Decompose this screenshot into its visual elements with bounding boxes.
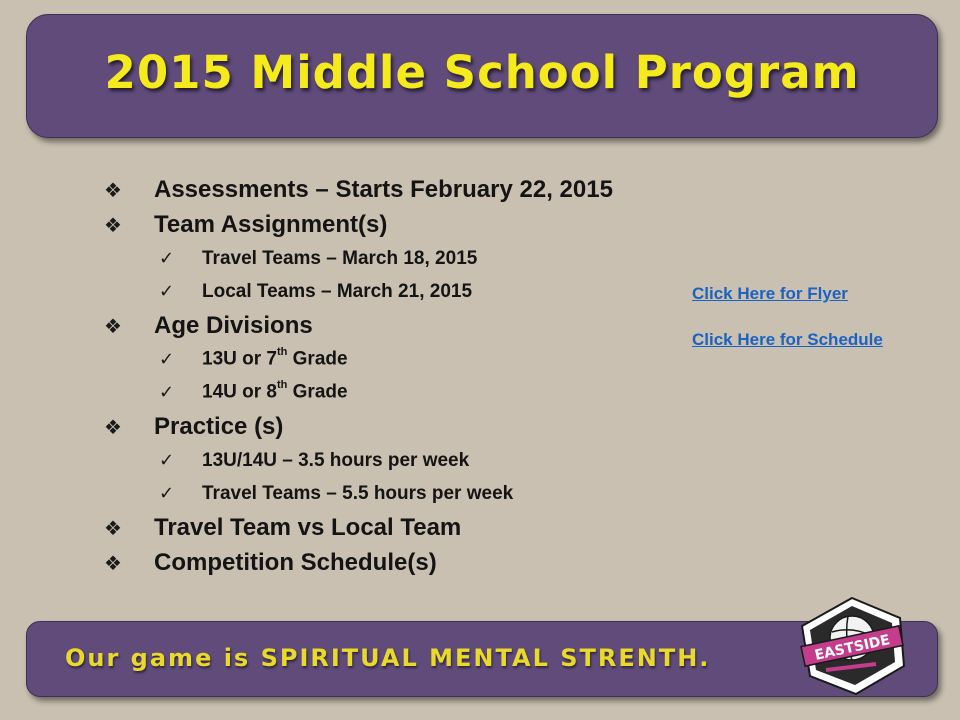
eastside-logo (796, 596, 908, 696)
checkmark-icon: ✓ (159, 483, 175, 504)
list-item-label: Assessments – Starts February 22, 2015 (154, 175, 613, 203)
diamond-bullet-icon: ❖ (104, 313, 122, 338)
ordinal-suffix: th (276, 346, 288, 359)
sub-item (104, 343, 684, 376)
list-item-assessments (104, 172, 684, 207)
sub-item (104, 242, 684, 275)
grade-suffix: Grade (287, 381, 348, 403)
checkmark-icon: ✓ (159, 382, 175, 403)
list-item-team-assignment (104, 207, 684, 242)
sub-item (104, 477, 684, 510)
sub-item-label: Local Teams – March 21, 2015 (202, 280, 473, 302)
diamond-bullet-icon: ❖ (104, 212, 122, 237)
schedule-link[interactable]: Click Here for Schedule (692, 330, 883, 349)
checkmark-icon: ✓ (159, 349, 175, 370)
list-item-label: Practice (s) (154, 412, 284, 440)
logo-text: EASTSIDE (813, 632, 892, 664)
diamond-bullet-icon: ❖ (104, 177, 122, 202)
sub-item-label: Travel Teams – March 18, 2015 (202, 247, 478, 269)
sub-item-label: 13U/14U – 3.5 hours per week (202, 449, 470, 471)
checkmark-icon: ✓ (159, 248, 175, 269)
list-item-label: Travel Team vs Local Team (154, 513, 462, 541)
footer-motto: Our game is SPIRITUAL MENTAL STRENTH. (65, 644, 711, 672)
list-item-label: Team Assignment(s) (154, 210, 388, 238)
list-item-age-divisions (104, 308, 684, 343)
list-item-competition-schedule (104, 545, 684, 580)
title-banner (26, 14, 938, 138)
bullet-list (104, 172, 684, 580)
sub-item-label: Travel Teams – 5.5 hours per week (202, 482, 514, 504)
checkmark-icon: ✓ (159, 450, 175, 471)
grade-prefix: 13U or 7 (202, 348, 277, 370)
link-group (692, 284, 883, 376)
grade-prefix: 14U or 8 (202, 381, 277, 403)
checkmark-icon: ✓ (159, 281, 175, 302)
flyer-link[interactable]: Click Here for Flyer (692, 284, 848, 303)
list-item-label: Competition Schedule(s) (154, 548, 437, 576)
grade-suffix: Grade (287, 348, 348, 370)
sub-item (104, 444, 684, 477)
list-item-travel-vs-local (104, 510, 684, 545)
sub-item-label (202, 348, 348, 370)
sub-item-label (202, 381, 348, 403)
page-title: 2015 Middle School Program (104, 45, 860, 99)
ordinal-suffix: th (276, 379, 288, 392)
diamond-bullet-icon: ❖ (104, 414, 122, 439)
list-item-label: Age Divisions (154, 311, 313, 339)
diamond-bullet-icon: ❖ (104, 550, 122, 575)
sub-item (104, 275, 684, 308)
sub-item (104, 376, 684, 409)
diamond-bullet-icon: ❖ (104, 515, 122, 540)
list-item-practice (104, 409, 684, 444)
